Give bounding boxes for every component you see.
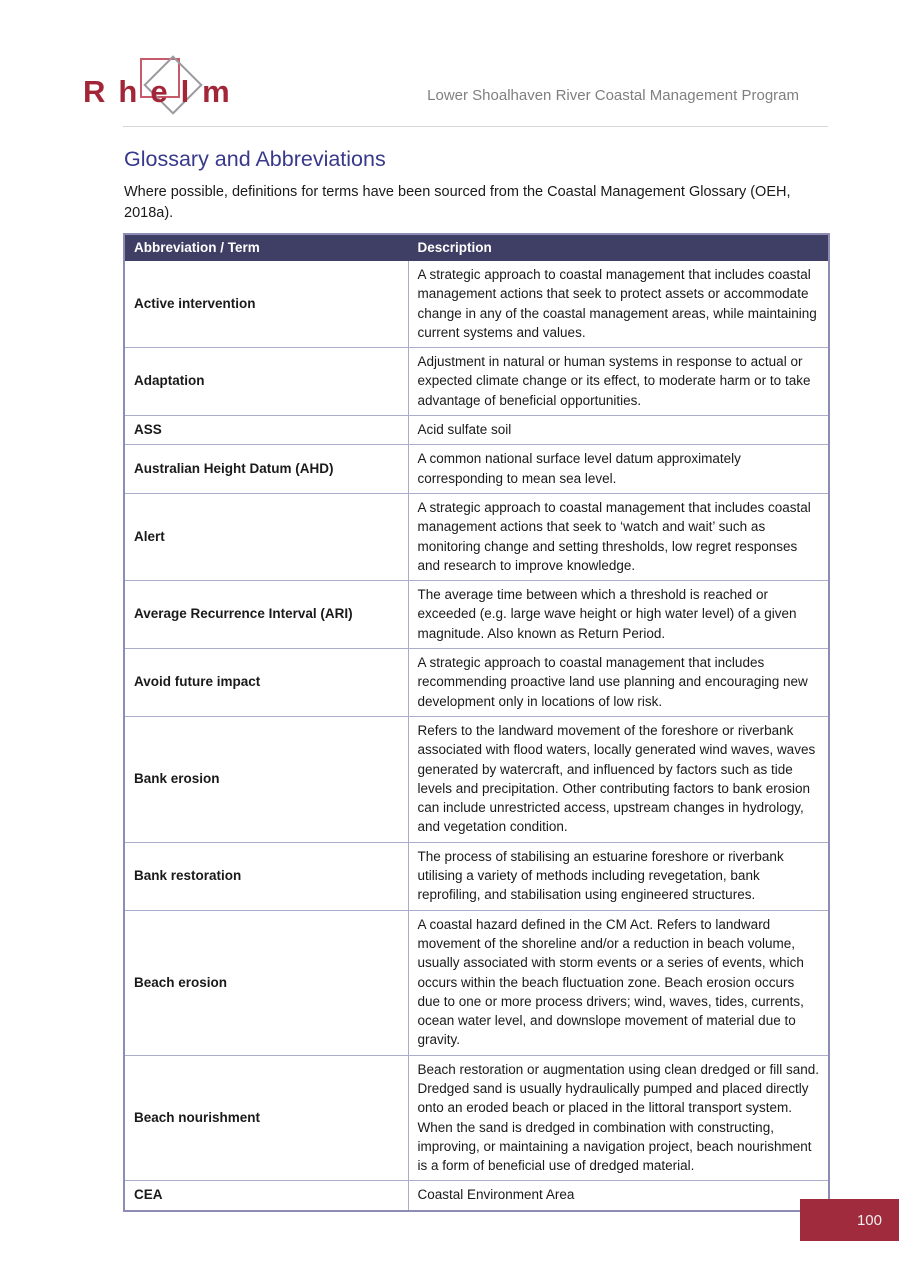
table-row	[124, 716, 829, 842]
logo-wordmark: Rhelm	[83, 74, 243, 109]
table-row	[124, 649, 829, 717]
table-row	[124, 581, 829, 649]
column-header-term: Abbreviation / Term	[124, 234, 408, 261]
page-number: 100	[856, 1211, 882, 1229]
column-header-description: Description	[408, 234, 829, 261]
term-cell: Bank restoration	[124, 842, 408, 910]
header-divider	[123, 126, 828, 127]
term-cell: Avoid future impact	[124, 649, 408, 717]
table-header-row	[124, 234, 829, 261]
term-cell: Beach erosion	[124, 910, 408, 1055]
description-cell: The average time between which a threshold is reached or exceeded (e.g. large wave height or high water level) of a given magnitude. Also known as Return Period.	[408, 581, 829, 649]
description-cell: A strategic approach to coastal management that includes recommending proactive land use planning and encouraging new development only in locations of low risk.	[408, 649, 829, 717]
table-row	[124, 493, 829, 580]
table-row	[124, 910, 829, 1055]
page-title: Glossary and Abbreviations	[124, 147, 386, 171]
description-cell: Refers to the landward movement of the foreshore or riverbank associated with flood waters, locally generated wind waves, waves generated by watercraft, and influenced by factors such as tide levels and precipitation. Other contributing factors to bank erosion can include unrestricted access, upstream changes in hydrology, and vegetation condition.	[408, 716, 829, 842]
term-cell: Beach nourishment	[124, 1055, 408, 1181]
term-cell: Average Recurrence Interval (ARI)	[124, 581, 408, 649]
term-cell: Adaptation	[124, 348, 408, 416]
table-row	[124, 842, 829, 910]
term-cell: Bank erosion	[124, 716, 408, 842]
intro-paragraph: Where possible, definitions for terms have been sourced from the Coastal Management Glossary (OEH, 2018a).	[124, 184, 791, 221]
document-header-title: Lower Shoalhaven River Coastal Management Program	[427, 87, 799, 104]
description-cell: A strategic approach to coastal management that includes coastal management actions that seek to ‘watch and wait’ such as monitoring change and setting thresholds, low regret responses and research to improve knowledge.	[408, 493, 829, 580]
term-cell: CEA	[124, 1181, 408, 1211]
glossary-table-container	[123, 233, 828, 1212]
term-cell: Australian Height Datum (AHD)	[124, 445, 408, 494]
description-cell: Acid sulfate soil	[408, 416, 829, 445]
table-row	[124, 445, 829, 494]
description-cell: Coastal Environment Area	[408, 1181, 829, 1211]
table-row	[124, 261, 829, 348]
description-cell: A strategic approach to coastal management that includes coastal management actions that seek to protect assets or accommodate change in any of the coastal management areas, while maintaining current systems and values.	[408, 261, 829, 348]
table-row	[124, 1055, 829, 1181]
rhelm-logo	[83, 50, 323, 130]
table-row	[124, 416, 829, 445]
glossary-table	[123, 233, 830, 1212]
description-cell: A common national surface level datum approximately corresponding to mean sea level.	[408, 445, 829, 494]
term-cell: ASS	[124, 416, 408, 445]
glossary-table-body	[124, 261, 829, 1211]
table-row	[124, 1181, 829, 1211]
page-number-box	[800, 1199, 899, 1241]
term-cell: Alert	[124, 493, 408, 580]
description-cell: A coastal hazard defined in the CM Act. Refers to landward movement of the shoreline and/or a reduction in beach volume, usually associated with storm events or a series of events, which occurs within the beach fluctuation zone. Beach erosion occurs due to one or more process drivers; wind, waves, tides, currents, ocean water level, and downslope movement of material due to gravity.	[408, 910, 829, 1055]
description-cell: Adjustment in natural or human systems in response to actual or expected climate change or its effect, to moderate harm or to take advantage of beneficial opportunities.	[408, 348, 829, 416]
description-cell: Beach restoration or augmentation using clean dredged or fill sand. Dredged sand is usually hydraulically pumped and placed directly onto an eroded beach or placed in the littoral transport system. When the sand is dredged in combination with constructing, improving, or maintaining a navigation project, beach nourishment is a form of beneficial use of dredged material.	[408, 1055, 829, 1181]
term-cell: Active intervention	[124, 261, 408, 348]
description-cell: The process of stabilising an estuarine foreshore or riverbank utilising a variety of methods including revegetation, bank reprofiling, and stabilisation using engineered structures.	[408, 842, 829, 910]
table-row	[124, 348, 829, 416]
